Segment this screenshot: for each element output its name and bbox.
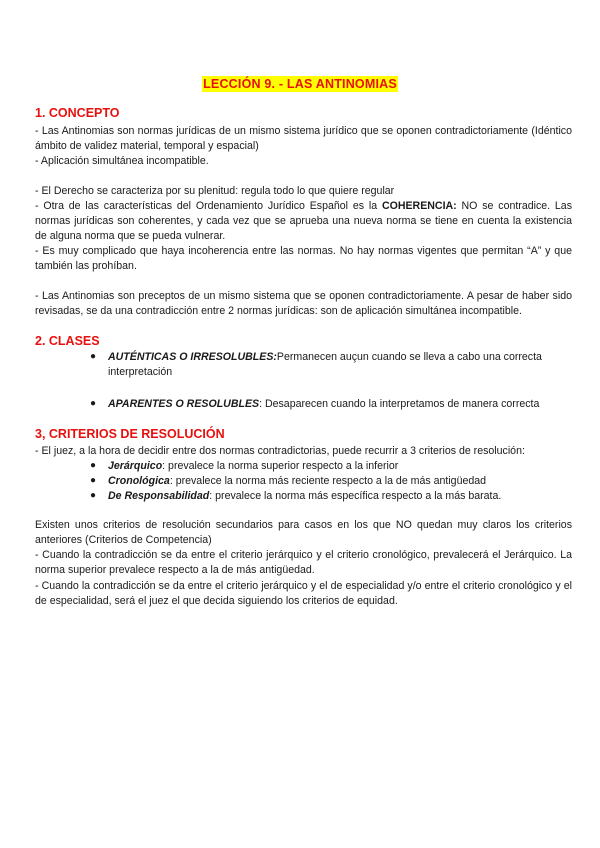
criterios-list <box>88 459 578 503</box>
concepto-p4 <box>35 199 572 243</box>
concepto-p5: - Es muy complicado que haya incoherencia entre las normas. No hay normas vigentes que permitan “A” y que también las prohíban. <box>35 245 572 272</box>
bullet-icon: ● <box>90 474 97 486</box>
criterio-responsabilidad-text: : prevalece la norma más específica respecto a la más barata. <box>209 489 502 502</box>
clases-list <box>88 350 578 411</box>
concepto-p1: - Las Antinomias son normas jurídicas de un mismo sistema jurídico que se oponen contradictoriamente (Idéntico ámbito de validez material, temporal y espacial) <box>35 125 572 152</box>
bullet-icon: ● <box>90 460 97 471</box>
bullet-icon: ● <box>90 489 97 501</box>
clase-autenticas-text: Permanecen auçun cuando se lleva a cabo una correcta interpretación <box>108 351 542 378</box>
page-title: LECCIÓN 9. - LAS ANTINOMIAS <box>203 77 397 91</box>
concepto-p6: - Las Antinomias son preceptos de un mismo sistema que se oponen contradictoriamente. A pesar de haber sido revisadas, se da una contradicción entre 2 normas jurídicas: son de aplicación simultánea incompatible. <box>35 290 572 317</box>
criterio-jerarquico-text: : prevalece la norma superior respecto a la inferior <box>162 460 399 472</box>
criterio-cronologica-text: : prevalece la norma más reciente respecto a la de más antigüedad <box>169 474 487 487</box>
concepto-p4-c: NO se contradice. Las normas jurídicas son coherentes, y cada vez que se aprueba una nueva norma se tiene en cuenta la existencia de alguna norma que se pueda vulnerar. <box>35 200 572 242</box>
list-item <box>88 459 578 474</box>
criterio-jerarquico-key: Jerárquico <box>108 460 163 472</box>
concepto-p2: - Aplicación simultánea incompatible. <box>35 155 209 167</box>
heading-concepto: 1. CONCEPTO <box>35 106 120 120</box>
criterios-p3: - Cuando la contradicción se da entre el criterio jerárquico y el de especialidad y/o entre el criterio cronológico y el de especialidad, será el juez el que decida siguiendo los criterios de equidad. <box>35 580 572 607</box>
clase-autenticas-key: AUTÉNTICAS O IRRESOLUBLES: <box>108 351 277 363</box>
criterio-responsabilidad-key: De Responsabilidad <box>108 489 210 502</box>
clase-aparentes-key: APARENTES O RESOLUBLES <box>108 397 260 410</box>
criterios-p2: - Cuando la contradicción se da entre el criterio jerárquico y el criterio cronológico, prevalecerá el Jerárquico. La norma superior prevalece respecto a la de más antigüedad. <box>35 549 572 576</box>
bullet-icon: ● <box>90 397 97 409</box>
bullet-icon: ● <box>90 351 97 362</box>
list-item <box>88 474 578 489</box>
list-item <box>88 489 578 504</box>
concepto-p4-coherencia: COHERENCIA: <box>381 200 457 212</box>
heading-clases: 2. CLASES <box>35 334 100 348</box>
heading-criterios: 3, CRITERIOS DE RESOLUCIÓN <box>35 427 225 441</box>
clase-aparentes-text: : Desaparecen cuando la interpretamos de manera correcta <box>259 397 540 410</box>
criterios-intro: - El juez, a la hora de decidir entre dos normas contradictorias, puede recurrir a 3 criterios de resolución: <box>35 445 525 457</box>
criterio-cronologica-key: Cronológica <box>108 474 170 487</box>
concepto-p4-a: - Otra de las características del Ordenamiento Jurídico Español es la <box>35 200 382 212</box>
list-item <box>88 350 578 380</box>
title-wrap <box>0 75 600 93</box>
list-item <box>88 397 578 412</box>
criterios-p1: Existen unos criterios de resolución secundarios para casos en los que NO quedan muy claros los criterios anteriores (Criterios de Competencia) <box>35 519 572 546</box>
concepto-p3: - El Derecho se caracteriza por su plenitud: regula todo lo que quiere regular <box>35 185 395 197</box>
